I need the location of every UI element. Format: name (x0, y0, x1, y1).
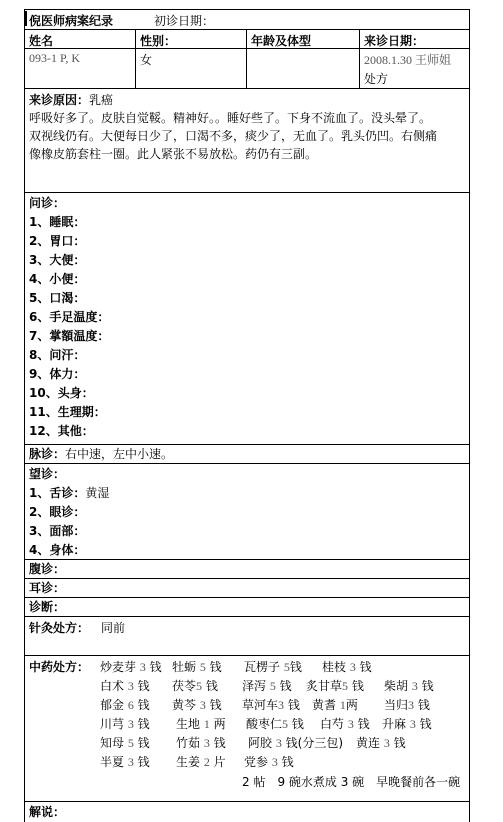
herb-entry: 白芍 3 钱 (320, 717, 370, 731)
observation-item: 3、面部： (29, 524, 86, 538)
record-title: 倪医师病案纪录 (29, 14, 114, 28)
date-header: 来诊日期： (364, 34, 425, 48)
inquiry-item: 2、胃口： (29, 234, 86, 248)
diagnosis-label: 诊断： (29, 600, 66, 614)
explanation-label: 解说： (29, 805, 66, 819)
age-header: 年龄及体型 (247, 30, 360, 48)
diagnosis-section (25, 598, 469, 617)
inquiry-item: 11、生理期： (29, 405, 106, 419)
patient-age (247, 49, 360, 88)
header-row (25, 10, 469, 30)
name-header: 姓名 (25, 30, 136, 48)
inquiry-heading: 问诊： (29, 196, 66, 210)
herbal-row (100, 715, 444, 734)
herb-entry: 党参 3 钱 (244, 755, 294, 769)
inquiry-item: 9、体力： (29, 367, 86, 381)
herb-entry: 牡蛎 5 钱 (172, 660, 222, 674)
pulse-section (25, 445, 469, 464)
inquiry-item: 5、口渴： (29, 291, 86, 305)
inquiry-item: 1、睡眠： (29, 215, 86, 229)
herb-entry: 瓦楞子 5钱 (244, 660, 302, 674)
herb-entry: 黄耆 1两 (312, 698, 358, 712)
herb-entry: 阿胶 3 钱(分三包) (248, 736, 344, 750)
dosage-instructions: 2 帖 9 碗水煮成 3 碗 早晚餐前各一碗 (242, 775, 461, 789)
herb-entry: 炙甘草5 钱 (306, 679, 364, 693)
visit-date: 2008.1.30 王师姐 (364, 53, 452, 67)
herb-entry: 泽泻 5 钱 (242, 679, 292, 693)
observation-section (25, 464, 469, 560)
ear-section (25, 579, 469, 598)
observation-item: 4、身体： (29, 543, 86, 557)
herb-entry: 当归3 钱 (384, 698, 430, 712)
herbal-section (25, 656, 469, 802)
reason-heading: 来诊原因：乳癌 (29, 93, 114, 107)
sex-header: 性别： (136, 30, 247, 48)
reason-line-3: 像橡皮筋套柱一圈。此人紧张不易放松。药仍有三副。 (29, 147, 318, 161)
herb-entry: 茯苓5 钱 (172, 679, 218, 693)
inquiry-section (25, 193, 469, 445)
inquiry-item: 6、手足温度： (29, 310, 110, 324)
herb-entry: 郁金 6 钱 (100, 698, 150, 712)
text-cursor (25, 11, 27, 26)
herb-entry: 炒麦芽 3 钱 (100, 660, 162, 674)
patient-sex: 女 (136, 49, 247, 88)
observation-item: 1、舌诊：黄湿 (29, 486, 110, 500)
observation-item: 2、眼诊： (29, 505, 86, 519)
herb-entry: 白术 3 钱 (100, 679, 150, 693)
inquiry-item: 3、大便： (29, 253, 86, 267)
herbal-row (100, 734, 416, 753)
pulse-line: 脉诊：右中速，左中小速。 (29, 447, 174, 461)
herb-entry: 黄连 3 钱 (356, 736, 406, 750)
tongue-value: 黄湿 (85, 486, 110, 500)
herb-entry: 生姜 2 片 (176, 755, 226, 769)
first-visit-label: 初诊日期： (154, 14, 215, 28)
herb-entry: 草河车3 钱 (242, 698, 300, 712)
info-value-row (25, 49, 469, 89)
inquiry-item: 10、头身： (29, 386, 94, 400)
info-header-row (25, 30, 469, 49)
herb-entry: 川芎 3 钱 (100, 717, 150, 731)
diagnosis-name: 乳癌 (89, 93, 114, 107)
visit-date-cell (360, 49, 469, 88)
herbal-row (100, 753, 304, 772)
herb-entry: 竹茹 3 钱 (176, 736, 226, 750)
herb-entry: 桂枝 3 钱 (322, 660, 372, 674)
herb-entry: 升麻 3 钱 (382, 717, 432, 731)
observation-heading: 望诊： (29, 467, 66, 481)
pulse-value: 右中速，左中小速。 (65, 447, 174, 461)
herbal-row (100, 677, 446, 696)
prescription-note: 处方 (364, 72, 389, 86)
ear-label: 耳诊： (29, 581, 66, 595)
inquiry-item: 8、问汗： (29, 348, 86, 362)
acupuncture-value: 同前 (101, 621, 126, 635)
inquiry-item: 12、其他： (29, 424, 94, 438)
abdominal-label: 腹诊： (29, 562, 66, 576)
herb-entry: 柴胡 3 钱 (384, 679, 434, 693)
acupuncture-label: 针灸处方： (29, 621, 90, 635)
inquiry-item: 4、小便： (29, 272, 86, 286)
reason-line-2: 双视线仍有。大便每日少了，口渴不多，痰少了，无血了。乳头仍凹。右侧痛 (29, 129, 438, 143)
abdominal-section (25, 560, 469, 579)
herb-entry: 生地 1 两 (176, 717, 226, 731)
herbal-row (100, 658, 382, 677)
herb-entry: 黄芩 3 钱 (172, 698, 222, 712)
explanation-section (25, 802, 469, 822)
inquiry-item: 7、掌額温度： (29, 329, 110, 343)
patient-name: 093-1 P, K (25, 49, 136, 88)
herb-entry: 知母 5 钱 (100, 736, 150, 750)
herb-entry: 酸枣仁5 钱 (246, 717, 304, 731)
reason-section (25, 89, 469, 193)
case-record-sheet (24, 9, 470, 822)
reason-line-1: 呼吸好多了。皮肤自觉鞖。精神好。。睡好些了。下身不流血了。没头晕了。 (29, 111, 432, 125)
herb-entry: 半夏 3 钱 (100, 755, 150, 769)
acupuncture-section (25, 617, 469, 656)
herbal-label: 中药处方： (29, 660, 90, 674)
herbal-row (100, 696, 446, 715)
